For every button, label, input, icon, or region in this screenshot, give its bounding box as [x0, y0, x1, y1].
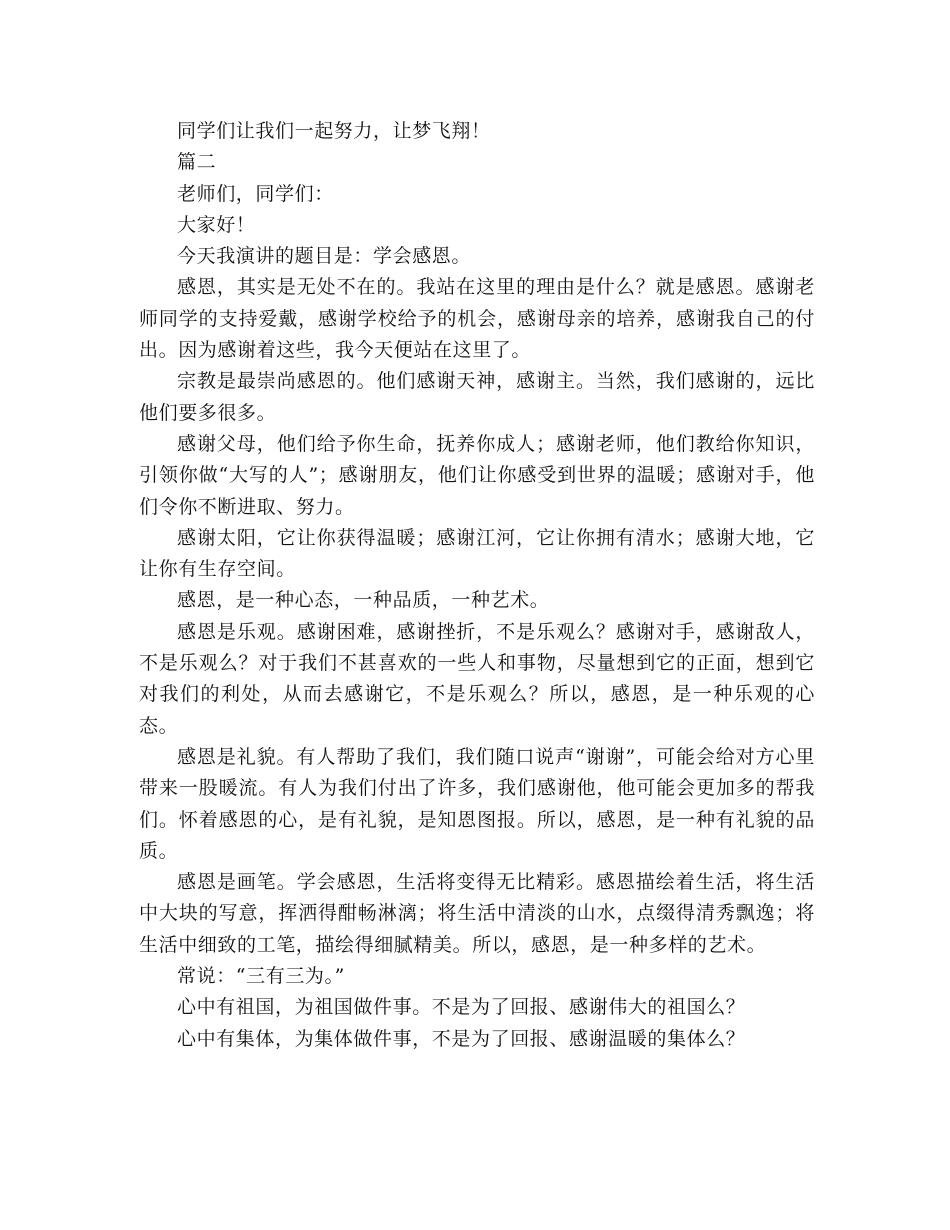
paragraph: 感恩是乐观。感谢困难，感谢挫折，不是乐观么？感谢对手，感谢敌人，不是乐观么？对于我们不甚喜欢的一些人和事物，尽量想到它的正面，想到它对我们的利处，从而去感谢它，不是乐观么？所以，感恩，是一种乐观的心态。: [139, 620, 815, 737]
paragraph: 感谢父母，他们给予你生命，抚养你成人；感谢老师，他们教给你知识，引领你做“大写的人”；感谢朋友，他们让你感受到世界的温暖；感谢对手，他们令你不断进取、努力。: [139, 432, 815, 518]
paragraph: 常说：“三有三为。”: [177, 965, 345, 988]
paragraph: 心中有集体，为集体做件事，不是为了回报、感谢温暖的集体么？: [177, 1027, 746, 1050]
greeting: 大家好！: [177, 213, 256, 236]
paragraph: 感恩是画笔。学会感恩，生活将变得无比精彩。感恩描绘着生活，将生活中大块的写意，挥洒得酣畅淋漓；将生活中清淡的山水，点缀得清秀飘逸；将生活中细致的工笔，描绘得细腻精美。所以，感恩，是一种多样的艺术。: [139, 871, 815, 956]
paragraph: 心中有祖国，为祖国做件事。不是为了回报、感谢伟大的祖国么？: [177, 996, 746, 1019]
paragraph: 感谢太阳，它让你获得温暖；感谢江河，它让你拥有清水；感谢大地，它让你有生存空间。: [139, 526, 815, 581]
paragraph: 感恩，是一种心态，一种品质，一种艺术。: [177, 589, 550, 612]
document-body: [139, 116, 815, 1055]
paragraph: 感恩是礼貌。有人帮助了我们，我们随口说声“谢谢”，可能会给对方心里带来一股暖流。有人为我们付出了许多，我们感谢他，他可能会更加多的帮我们。怀着感恩的心，是有礼貌，是知恩图报。所以，感恩，是一种有礼貌的品质。: [139, 745, 815, 862]
paragraph: 今天我演讲的题目是：学会感恩。: [177, 245, 472, 268]
section-heading: 篇二: [177, 151, 217, 174]
paragraph: 感恩，其实是无处不在的。我站在这里的理由是什么？就是感恩。感谢老师同学的支持爱戴，感谢学校给予的机会，感谢母亲的培养，感谢我自己的付出。因为感谢着这些，我今天便站在这里了。: [139, 276, 815, 362]
salutation: 老师们，同学们：: [177, 182, 334, 205]
paragraph: 同学们让我们一起努力，让梦飞翔！: [177, 120, 491, 142]
paragraph: 宗教是最崇尚感恩的。他们感谢天神，感谢主。当然，我们感谢的，远比他们要多很多。: [139, 370, 815, 424]
